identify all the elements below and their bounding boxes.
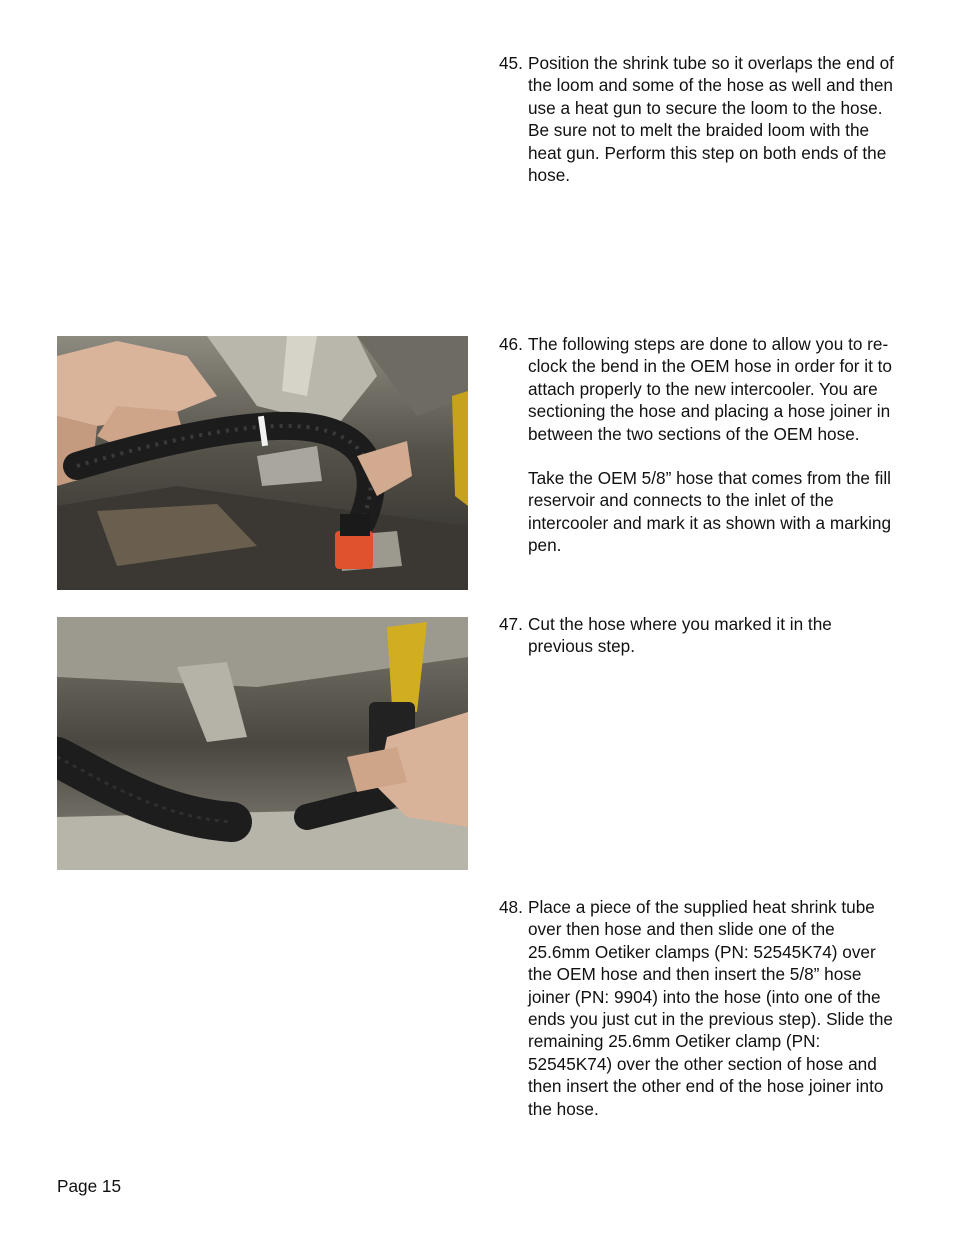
- step-number: 45.: [499, 53, 523, 73]
- step-text: Take the OEM 5/8” hose that comes from the fill reservoir and connects to the inlet of the intercooler and mark it as shown with a marking pen.: [528, 468, 892, 556]
- step-number: 48.: [499, 897, 523, 917]
- photo-cut-hose-image: [57, 617, 468, 870]
- step-45: [499, 52, 899, 186]
- step-text: Cut the hose where you marked it in the previous step.: [528, 614, 832, 657]
- step-text: The following steps are done to allow you to re-clock the bend in the OEM hose in order for it to attach properly to the new intercooler. You are sectioning the hose and placing a hose joiner in between the two sections of the OEM hose.: [528, 334, 892, 444]
- step-number: 47.: [499, 614, 523, 634]
- step-number: 46.: [499, 334, 523, 354]
- page-number: Page 15: [57, 1176, 122, 1196]
- step-46: [499, 333, 899, 557]
- step-text: Place a piece of the supplied heat shrink tube over then hose and then slide one of the 25.6mm Oetiker clamps (PN: 52545K74) over the OEM hose and then insert the 5/8” hose joiner (PN: 9904) into the hose (into one of the ends you just cut in the previous step). Slide the remaining 25.6mm Oetiker clamp (PN: 52545K74) over the other section of hose and then insert the other end of the hose joiner into the hose.: [528, 897, 893, 1119]
- step-47: [499, 613, 899, 658]
- step-48: [499, 896, 899, 1120]
- step-text: Position the shrink tube so it overlaps the end of the loom and some of the hose as well and then use a heat gun to secure the loom to the hose. Be sure not to melt the braided loom with the heat gun. Perform this step on both ends of the hose.: [528, 53, 894, 186]
- photo-marked-hose-image: [57, 336, 468, 590]
- photo-marked-hose: [57, 336, 468, 590]
- photo-cut-hose: [57, 617, 468, 870]
